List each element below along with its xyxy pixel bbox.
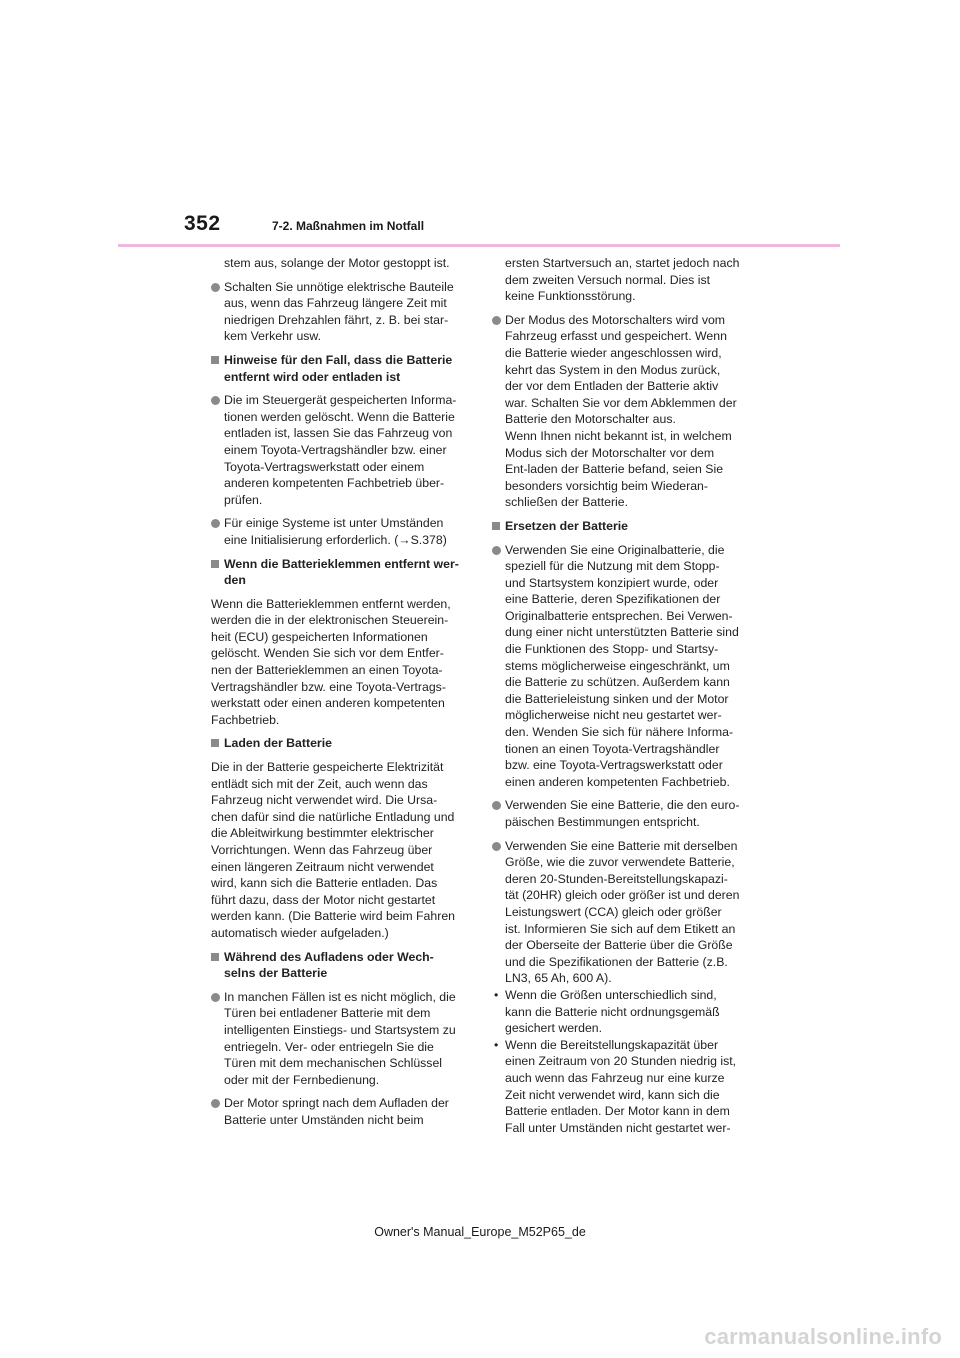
heading-text: Während des Aufladens oder Wech-selns der Batterie [224, 949, 434, 981]
square-bullet-icon [492, 522, 500, 530]
heading-text: Wenn die Batterieklemmen entfernt wer-den [224, 556, 459, 588]
bullet-continuation: stem aus, solange der Motor gestoppt ist. [224, 256, 450, 270]
bullet-dot-icon [492, 801, 501, 810]
left-column [211, 255, 459, 1136]
square-bullet-icon [211, 739, 219, 747]
sub-item-text: Wenn die Bereitstellungskapazität über einen Zeitraum von 20 Stunden niedrig ist, auch wenn das Fahrzeug nur eine kurze Zeit nicht verwendet wird, kann sich die Batterie entladen. Der Motor kann in dem Fall unter Umständen nicht gestartet wer- [505, 1037, 737, 1135]
bullet-dot-icon [492, 316, 501, 325]
footer-text: Owner's Manual_Europe_M52P65_de [374, 1225, 586, 1239]
bullet-item [211, 515, 459, 548]
bullet-dot-icon [211, 283, 220, 292]
page-number: 352 [184, 212, 221, 235]
sub-bullet-icon: • [494, 1037, 499, 1052]
section-heading [211, 556, 459, 589]
bullet-text: Verwenden Sie eine Originalbatterie, die speziell für die Nutzung mit dem Stopp- und Startsystem konzipiert wurde, oder eine Batterie, deren Spezifikationen der Originalbatterie entsprechen. Bei Verwen-dung einer nicht unterstützten Batterie sind die Funktionen des Stopp- und Startsy-stems möglicherweise eingeschränkt, um die Batterie zu schützen. Außerdem kann die Batterieleistung sinken und der Motor möglicherweise nicht neu gestartet wer-den. Wenden Sie sich für nähere Informa-tionen an einen Toyota-Vertragshändler bzw. eine Toyota-Vertragswerkstatt oder einen anderen kompetenten Fachbetrieb. [505, 542, 739, 789]
bullet-dot-icon [211, 1099, 220, 1108]
section-heading [211, 352, 459, 385]
section-title: 7-2. Maßnahmen im Notfall [272, 219, 425, 233]
bullet-text: Der Motor springt nach dem Aufladen der Batterie unter Umständen nicht beim [224, 1096, 449, 1127]
sub-list-item [492, 987, 740, 1037]
square-bullet-icon [211, 560, 219, 568]
section-heading [211, 949, 459, 982]
square-bullet-icon [211, 356, 219, 364]
bullet-item [492, 797, 740, 830]
bullet-item [211, 989, 459, 1089]
bullet-item [492, 312, 740, 511]
heading-text: Ersetzen der Batterie [505, 518, 629, 533]
bullet-text: Verwenden Sie eine Batterie, die den euro-päischen Bestimmungen entspricht. [505, 798, 740, 829]
bullet-text: Der Modus des Motorschalters wird vom Fahrzeug erfasst und gespeichert. Wenn die Batterie wieder angeschlossen wird, kehrt das System in den Modus zurück, der vor dem Entladen der Batterie aktiv war. Schalten Sie vor dem Abklemmen der Batterie den Motorschalter aus. [505, 312, 737, 427]
bullet-dot-icon [211, 519, 220, 528]
heading-text: Hinweise für den Fall, dass die Batterie entfernt wird oder entladen ist [224, 352, 453, 384]
bullet-text-extra: Wenn Ihnen nicht bekannt ist, in welchem Modus sich der Motorschalter vor dem Ent-laden der Batterie befand, seien Sie besonders vorsichtig beim Wiederan-schließen der Batterie. [505, 428, 732, 510]
right-column [492, 255, 740, 1136]
sub-bullet-icon: • [494, 987, 499, 1002]
bullet-item [492, 542, 740, 791]
bullet-item [211, 279, 459, 345]
bullet-item [492, 838, 740, 987]
sub-list-item [492, 1037, 740, 1137]
bullet-text: Die im Steuergerät gespeicherten Informa-tionen werden gelöscht. Wenn die Batterie entladen ist, lassen Sie das Fahrzeug von einem Toyota-Vertragshändler bzw. einer Toyota-Vertragswerkstatt oder einem anderen kompetenten Fachbetrieb über-prüfen. [224, 393, 457, 507]
header-rule [118, 244, 840, 247]
bullet-text: In manchen Fällen ist es nicht möglich, die Türen bei entladener Batterie mit dem intelligenten Einstiegs- und Startsystem zu entriegeln. Ver- oder entriegeln Sie die Türen mit dem mechanischen Schlüssel oder mit der Fernbedienung. [224, 989, 456, 1087]
bullet-dot-icon [211, 993, 220, 1002]
bullet-item [211, 392, 459, 508]
heading-text: Laden der Batterie [224, 736, 332, 751]
watermark: carmanualsonline.info [704, 1324, 942, 1349]
paragraph: Die in der Batterie gespeicherte Elektrizität entlädt sich mit der Zeit, auch wenn das Fahrzeug nicht verwendet wird. Die Ursa-chen dafür sind die natürliche Entladung und die Ableitwirkung bestimmter elektrischer Vorrichtungen. Wenn das Fahrzeug über einen längeren Zeitraum nicht verwendet wird, kann sich die Batterie entladen. Das führt dazu, dass der Motor nicht gestartet werden kann. (Die Batterie wird beim Fahren automatisch wieder aufgeladen.) [211, 760, 455, 940]
bullet-text: Verwenden Sie eine Batterie mit derselben Größe, wie die zuvor verwendete Batterie, deren 20-Stunden-Bereitstellungskapazi-tät (20HR) gleich oder größer ist und deren Leistungswert (CCA) gleich oder größer ist. Informieren Sie sich auf dem Etikett an der Oberseite der Batterie über die Größe und die Spezifikationen der Batterie (z.B. LN3, 65 Ah, 600 A). [505, 838, 740, 986]
bullet-text: Schalten Sie unnötige elektrische Bauteile aus, wenn das Fahrzeug längere Zeit mit niedrigen Drehzahlen fährt, z. B. bei star-kem Verkehr usw. [224, 279, 454, 344]
bullet-item [211, 1095, 459, 1128]
bullet-dot-icon [211, 396, 220, 405]
bullet-text: Für einige Systeme ist unter Umständen eine Initialisierung erforderlich. (→S.378) [224, 516, 447, 547]
bullet-dot-icon [492, 842, 501, 851]
bullet-dot-icon [492, 546, 501, 555]
paragraph: Wenn die Batterieklemmen entfernt werden, werden die in der elektronischen Steuerein-heit (ECU) gespeicherten Informationen gelöscht. Wenden Sie sich vor dem Entfer-nen der Batterieklemmen an einen Toyota-Vertragshändler bzw. eine Toyota-Vertrags-werkstatt oder einen anderen kompetenten Fachbetrieb. [211, 596, 451, 727]
section-heading [492, 518, 740, 535]
square-bullet-icon [211, 953, 219, 961]
bullet-continuation: ersten Startversuch an, startet jedoch nach dem zweiten Versuch normal. Dies ist keine Funktionsstörung. [505, 256, 740, 304]
section-heading [211, 735, 459, 752]
sub-item-text: Wenn die Größen unterschiedlich sind, kann die Batterie nicht ordnungsgemäß gesichert werden. [505, 987, 720, 1036]
